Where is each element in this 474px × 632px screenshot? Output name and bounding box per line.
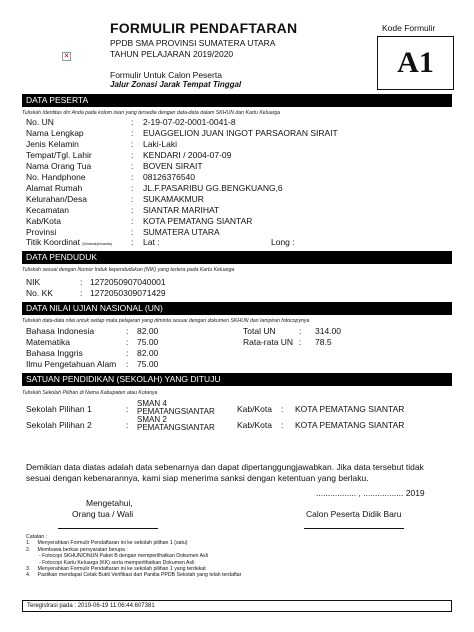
koordinat-label: Titik Koordinat (Desimal/penanda) (26, 237, 112, 247)
colon: : (126, 326, 129, 336)
field-value: 1272050309071429 (90, 288, 166, 298)
colon: : (131, 117, 134, 127)
subject-score: 75.00 (137, 359, 159, 369)
field-value: KENDARI / 2004-07-09 (143, 150, 232, 160)
field-value: BOVEN SIRAIT (143, 161, 203, 171)
field-label: No. UN (26, 117, 54, 127)
colon: : (131, 139, 134, 149)
choice-label: Sekolah Pilihan 2 (26, 420, 92, 430)
section-header-un: DATA NILAI UJIAN NASIONAL (UN) (22, 302, 452, 315)
colon: : (126, 337, 129, 347)
colon: : (131, 183, 134, 193)
kab-label: Kab/Kota (237, 420, 272, 430)
notes-list (26, 540, 241, 578)
colon: : (126, 348, 129, 358)
field-label: No. KK (26, 288, 53, 298)
field-label: No. Handphone (26, 172, 86, 182)
note-item: - Fotocopi Kartu Keluarga (KK) serta memperlihatkan Dokumen Asli (26, 559, 195, 566)
kab-label: Kab/Kota (237, 404, 272, 414)
form-audience: Formulir Untuk Calon Peserta (110, 70, 222, 80)
field-label: NIK (26, 277, 41, 287)
rata-un-value: 78.5 (315, 337, 332, 347)
declaration-statement: Demikian data diatas adalah data sebenarnya dan dapat dipertanggungjawabkan. Jika data tersebut tidak sesuai dengan kebenarannya, kami siap menerima sanksi dengan ketentuan yang berlaku. (26, 462, 424, 483)
field-label: Nama Lengkap (26, 128, 84, 138)
note-item: 1. Menyerahkan Formulir Pendaftaran ini ke sekolah pilihan 1 (satu) (26, 540, 188, 547)
colon: : (126, 420, 129, 430)
academic-year: TAHUN PELAJARAN 2019/2020 (110, 49, 234, 59)
school-name-line2: PEMATANGSIANTAR (137, 407, 215, 416)
colon: : (131, 227, 134, 237)
colon: : (131, 150, 134, 160)
field-label: Kecamatan (26, 205, 69, 215)
notes-block (26, 534, 241, 579)
field-label: Provinsi (26, 227, 57, 237)
field-value: JL.F.PASARIBU GG.BENGKUANG,6 (143, 183, 283, 193)
admission-track: Jalur Zonasi Jarak Tempat Tinggal (110, 80, 242, 89)
colon: : (80, 277, 83, 287)
section-note-penduduk: Tuliskah sesuai dengan Nomor Induk kependudukan (NIK) yang tertera pada Kartu Keluarga (22, 267, 235, 273)
section-header-penduduk: DATA PENDUDUK (22, 251, 452, 264)
field-value: SUMATERA UTARA (143, 227, 220, 237)
student-signature-line (304, 528, 404, 529)
subject-label: Matematika (26, 337, 70, 347)
colon: : (126, 404, 129, 414)
field-label: Jenis Kelamin (26, 139, 79, 149)
field-value: SUKAMAKMUR (143, 194, 204, 204)
parent-signature-label: Orang tua / Wali (72, 509, 134, 519)
kab-value: KOTA PEMATANG SIANTAR (295, 404, 405, 414)
colon: : (131, 172, 134, 182)
colon: : (131, 194, 134, 204)
total-un-label: Total UN (243, 326, 276, 336)
colon: : (281, 420, 284, 430)
field-label: Alamat Rumah (26, 183, 83, 193)
note-item: 2. Membawa berkas persyaratan berupa : (26, 546, 128, 553)
form-code-value: A1 (397, 46, 434, 79)
colon: : (80, 288, 83, 298)
subject-score: 75.00 (137, 337, 159, 347)
field-label: Tempat/Tgl. Lahir (26, 150, 92, 160)
parent-signature-line (58, 528, 158, 529)
colon: : (281, 404, 284, 414)
colon: : (131, 216, 134, 226)
note-item: - Fotocopi SKHUN/DNUN Paket B dengan memperlihatkan Dokumen Asli (26, 553, 208, 560)
field-value: 2-19-07-02-0001-0041-8 (143, 117, 236, 127)
school-name-line1: SMAN 2 (137, 415, 167, 424)
field-value: KOTA PEMATANG SIANTAR (143, 216, 253, 226)
total-un-value: 314.00 (315, 326, 341, 336)
colon: : (131, 205, 134, 215)
section-note-satuan: Tuliskah Sekolah Pilihan di Nama Kabupaten atau Kotanya (22, 390, 158, 396)
section-note-un: Tuliskah data-data nilai untuk setiap mata pelajaran yang diminta sesuai dengan dokumen SKHUN dan lampiran fotocopynya (22, 318, 310, 324)
field-value: 1272050907040001 (90, 277, 166, 287)
field-label: Kab/Kota (26, 216, 61, 226)
signature-date-line: ................. , ................. 2019 (316, 488, 425, 498)
school-name-line1: SMAN 4 (137, 399, 167, 408)
registration-timestamp: Teregistrasi pada : 2019-06-19 11:06:44.607381 (22, 600, 452, 612)
student-signature-label: Calon Peserta Didik Baru (306, 509, 402, 519)
rata-un-label: Rata-rata UN (243, 337, 294, 347)
form-title: FORMULIR PENDAFTARAN (110, 20, 298, 36)
subject-label: Ilmu Pengetahuan Alam (26, 359, 117, 369)
colon: : (131, 161, 134, 171)
notes-title: Catatan : (26, 534, 48, 540)
subject-label: Bahasa Indonesia (26, 326, 95, 336)
choice-label: Sekolah Pilihan 1 (26, 404, 92, 414)
colon: : (299, 337, 302, 347)
form-code-label: Kode Formulir (382, 23, 436, 33)
program-name: PPDB SMA PROVINSI SUMATERA UTARA (110, 38, 276, 48)
colon: : (126, 359, 129, 369)
school-name-line2: PEMATANGSIANTAR (137, 423, 215, 432)
section-note-peserta: Tuliskah Identitas diri Anda pada kolom isian yang tersedia dengan data-data dalam SKHUN dan Kartu Keluarga (22, 110, 281, 116)
colon: : (131, 237, 134, 247)
colon: : (131, 128, 134, 138)
field-label: Nama Orang Tua (26, 161, 92, 171)
longitude-label: Long : (271, 237, 295, 247)
field-value: Laki-Laki (143, 139, 178, 149)
broken-image-icon: ✕ (63, 53, 70, 60)
colon: : (299, 326, 302, 336)
kab-value: KOTA PEMATANG SIANTAR (295, 420, 405, 430)
field-value: 08126376540 (143, 172, 196, 182)
subject-label: Bahasa Inggris (26, 348, 83, 358)
section-header-satuan: SATUAN PENDIDIKAN (SEKOLAH) YANG DITUJU (22, 373, 452, 386)
form-code-box (377, 36, 454, 90)
latitude-label: Lat : (143, 237, 160, 247)
section-header-peserta: DATA PESERTA (22, 94, 452, 107)
acknowledged-label: Mengetahui, (86, 498, 133, 508)
subject-score: 82.00 (137, 348, 159, 358)
field-value: SIANTAR MARIHAT (143, 205, 220, 215)
field-value: EUAGGELION JUAN INGOT PARSAORAN SIRAIT (143, 128, 338, 138)
koordinat-hint: (Desimal/penanda) (82, 242, 112, 246)
subject-score: 82.00 (137, 326, 159, 336)
note-item: 4. Pastikan mendapat Cetak Bukti Verifikasi dari Panitia PPDB Sekolah yang telah terdaftar (26, 572, 242, 579)
field-label: Kelurahan/Desa (26, 194, 87, 204)
note-item: 3. Menyerahkan Formulir Pendaftaran ini ke sekolah pilihan 1 yang terdekat (26, 566, 206, 573)
